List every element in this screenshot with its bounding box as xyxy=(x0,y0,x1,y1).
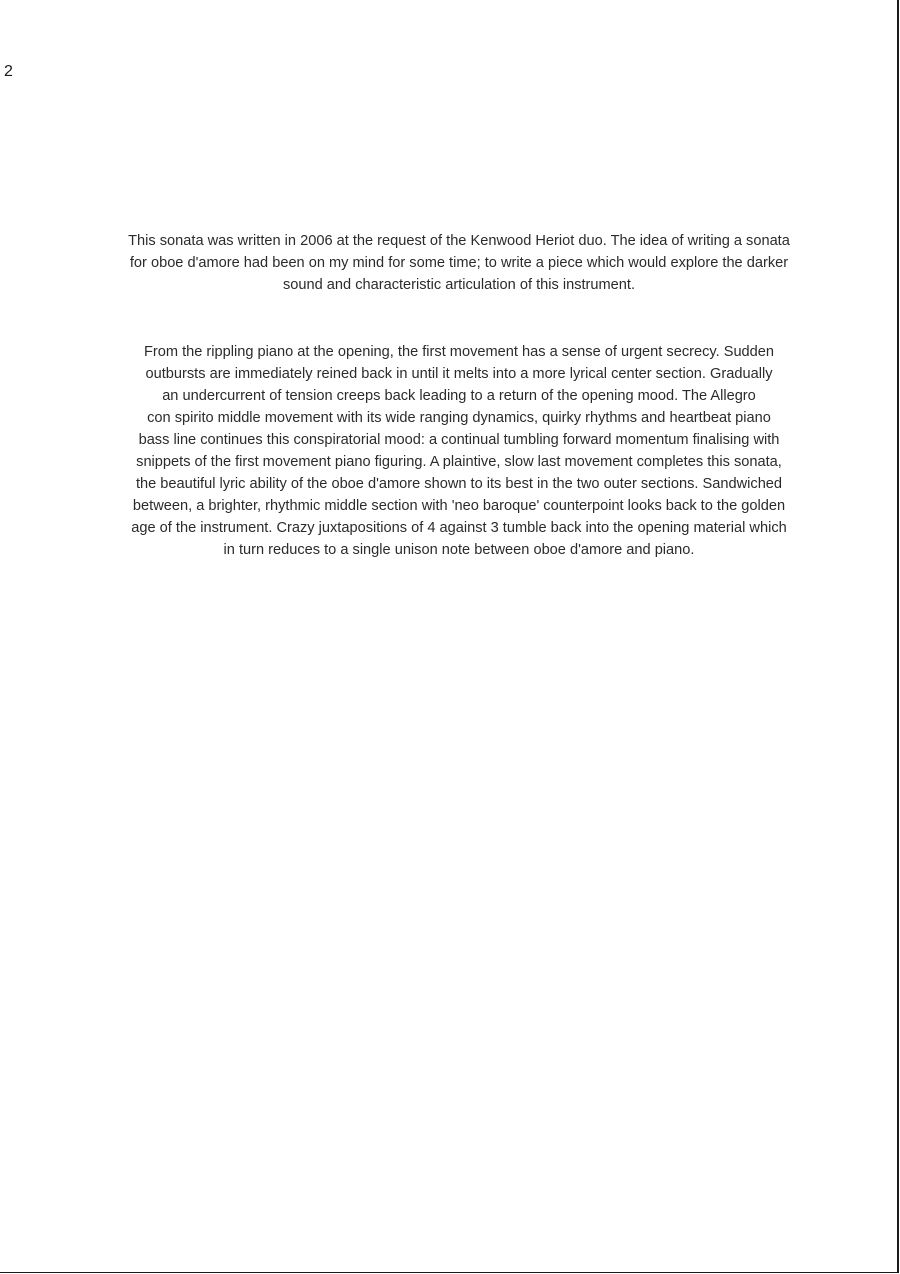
text-line: in turn reduces to a single unison note between oboe d'amore and piano. xyxy=(223,542,695,558)
text-line: This sonata was written in 2006 at the request of the Kenwood Heriot duo. The idea of writing a sonata xyxy=(128,233,790,249)
page-number: 2 xyxy=(4,63,13,80)
text-line: con spirito middle movement with its wide ranging dynamics, quirky rhythms and heartbeat piano xyxy=(147,410,771,426)
text-line: sound and characteristic articulation of this instrument. xyxy=(282,277,636,293)
notes-paragraph-1 xyxy=(70,230,848,296)
text-line: for oboe d'amore had been on my mind for some time; to write a piece which would explore the darker xyxy=(129,255,789,271)
text-line: an undercurrent of tension creeps back leading to a return of the opening mood. The Allegro xyxy=(162,388,756,404)
notes-paragraph-2 xyxy=(70,341,848,561)
text-line: the beautiful lyric ability of the oboe d'amore shown to its best in the two outer sections. Sandwiched xyxy=(135,476,783,492)
text-line: From the rippling piano at the opening, the first movement has a sense of urgent secrecy. Sudden xyxy=(143,344,775,360)
text-line: outbursts are immediately reined back in until it melts into a more lyrical center section. Gradually xyxy=(145,366,773,382)
text-line: age of the instrument. Crazy juxtapositions of 4 against 3 tumble back into the opening material which xyxy=(131,520,787,536)
text-line: snippets of the first movement piano figuring. A plaintive, slow last movement completes this sonata, xyxy=(136,454,782,470)
text-line: bass line continues this conspiratorial mood: a continual tumbling forward momentum finalising with xyxy=(138,432,780,448)
text-line: between, a brighter, rhythmic middle section with 'neo baroque' counterpoint looks back to the golden xyxy=(132,498,786,514)
